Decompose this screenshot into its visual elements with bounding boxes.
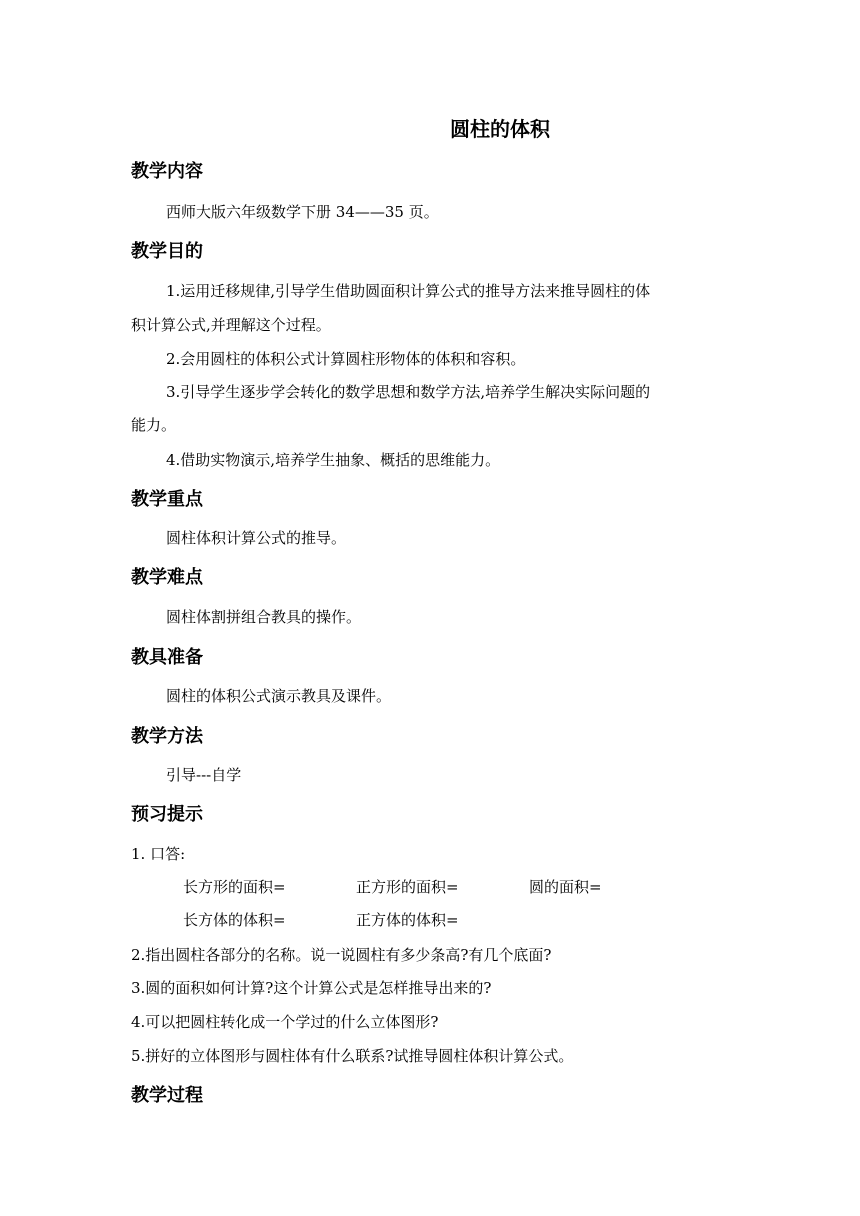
method-text: 引导---自学 xyxy=(166,766,242,784)
section-heading-key-point: 教学重点 xyxy=(131,489,203,510)
section-heading-materials: 教具准备 xyxy=(131,647,203,668)
difficulty-text: 圆柱体割拼组合教具的操作。 xyxy=(166,608,362,626)
content-text: 西师大版六年级数学下册 34——35 页。 xyxy=(166,203,439,221)
formula-cuboid-volume: 长方体的体积= xyxy=(183,911,286,929)
section-heading-preview: 预习提示 xyxy=(131,804,203,825)
section-heading-goals: 教学目的 xyxy=(131,241,203,262)
materials-text: 圆柱的体积公式演示教具及课件。 xyxy=(166,687,392,705)
formula-cube-volume: 正方体的体积= xyxy=(356,911,459,929)
preview-question-1: 1. 口答: xyxy=(131,845,186,863)
section-heading-process: 教学过程 xyxy=(131,1085,203,1106)
page-title: 圆柱的体积 xyxy=(450,117,550,141)
section-heading-method: 教学方法 xyxy=(131,726,203,747)
goal-line-2: 2.会用圆柱的体积公式计算圆柱形物体的体积和容积。 xyxy=(166,350,526,368)
section-heading-difficulty: 教学难点 xyxy=(131,567,203,588)
preview-question-2: 2.指出圆柱各部分的名称。说一说圆柱有多少条高?有几个底面? xyxy=(131,946,552,964)
goal-line-3-cont: 能力。 xyxy=(131,416,177,434)
formula-rectangle-area: 长方形的面积= xyxy=(183,878,286,896)
goal-line-4: 4.借助实物演示,培养学生抽象、概括的思维能力。 xyxy=(166,451,501,469)
preview-question-4: 4.可以把圆柱转化成一个学过的什么立体图形? xyxy=(131,1013,439,1031)
formula-square-area: 正方形的面积= xyxy=(356,878,459,896)
section-heading-content: 教学内容 xyxy=(131,161,203,182)
preview-question-5: 5.拼好的立体图形与圆柱体有什么联系?试推导圆柱体积计算公式。 xyxy=(131,1047,574,1065)
goal-line-1: 1.运用迁移规律,引导学生借助圆面积计算公式的推导方法来推导圆柱的体 xyxy=(166,282,651,300)
goal-line-3: 3.引导学生逐步学会转化的数学思想和数学方法,培养学生解决实际问题的 xyxy=(166,383,651,401)
formula-circle-area: 圆的面积= xyxy=(529,878,602,896)
key-point-text: 圆柱体积计算公式的推导。 xyxy=(166,529,347,547)
page-title-wrapper xyxy=(430,116,570,142)
goal-line-1-cont: 积计算公式,并理解这个过程。 xyxy=(131,316,331,334)
preview-question-3: 3.圆的面积如何计算?这个计算公式是怎样推导出来的? xyxy=(131,979,492,997)
